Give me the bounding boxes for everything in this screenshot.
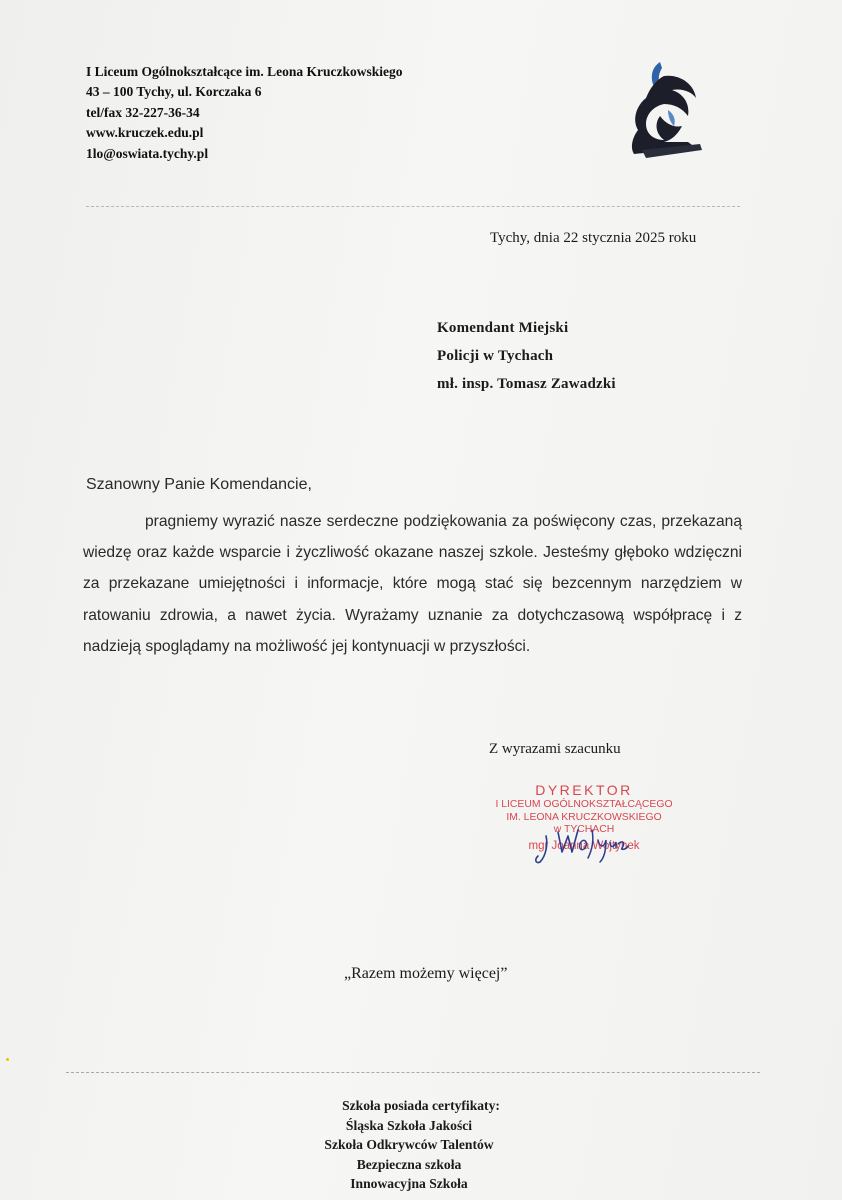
school-website: www.kruczek.edu.pl [86, 125, 204, 141]
school-letterhead [86, 62, 402, 164]
school-email: 1lo@oswiata.tychy.pl [86, 145, 209, 161]
stamp-title: DYREKTOR [535, 782, 633, 798]
certificates-title: Szkoła posiada certyfikaty: [342, 1098, 500, 1113]
certificate-item: Innowacyjna Szkoła [350, 1176, 468, 1192]
closing-phrase: Z wyrazami szacunku [489, 741, 621, 757]
stamp-city-line: w TYCHACH [553, 824, 615, 835]
addressee-institution: Policji w Tychach [437, 348, 554, 364]
paper-speck [6, 1058, 9, 1061]
school-address: 43 – 100 Tychy, ul. Korczaka 6 [86, 84, 262, 100]
stamp-school-line: I LICEUM OGÓLNOKSZTAŁCĄCEGO [495, 799, 673, 810]
certificates-block [0, 1096, 842, 1194]
addressee-block [437, 314, 616, 398]
header-divider [86, 206, 740, 207]
school-phone: tel/fax 32-227-36-34 [86, 104, 200, 120]
footer-divider [66, 1072, 760, 1073]
certificate-item: Śląska Szkoła Jakości [345, 1117, 473, 1133]
stamp-patron-line: IM. LEONA KRUCZKOWSKIEGO [506, 811, 662, 823]
school-logo-icon [624, 58, 706, 162]
signature-icon [518, 818, 638, 870]
addressee-name: mł. insp. Tomasz Zawadzki [437, 376, 616, 392]
certificate-item: Bezpieczna szkoła [356, 1156, 462, 1172]
school-name: I Liceum Ogólnokształcące im. Leona Kruczkowskiego [86, 64, 403, 79]
letter-body: pragniemy wyrazić nasze serdeczne podziękowania za poświęcony czas, przekazaną wiedzę oraz każde wsparcie i życzliwość okazane naszej szkole. Jesteśmy głęboko wdzięczni za przekazane umiejętności i informacje, które mogą stać się bezcennym narzędziem w ratowaniu zdrowia, a nawet życia. Wyrażamy uznanie za dotychczasową współpracę i z nadzieją spoglądamy na możliwość jej kontynuacji w przyszłości. [83, 513, 742, 655]
letter-date: Tychy, dnia 22 stycznia 2025 roku [490, 230, 697, 246]
salutation: Szanowny Panie Komendancie, [86, 476, 312, 493]
certificate-item: Szkoła Odkrywców Talentów [324, 1137, 494, 1153]
school-motto: „Razem możemy więcej” [344, 965, 508, 982]
stamp-director-name: mgr Joanna Wojtynek [528, 839, 640, 852]
addressee-title: Komendant Miejski [437, 320, 569, 336]
